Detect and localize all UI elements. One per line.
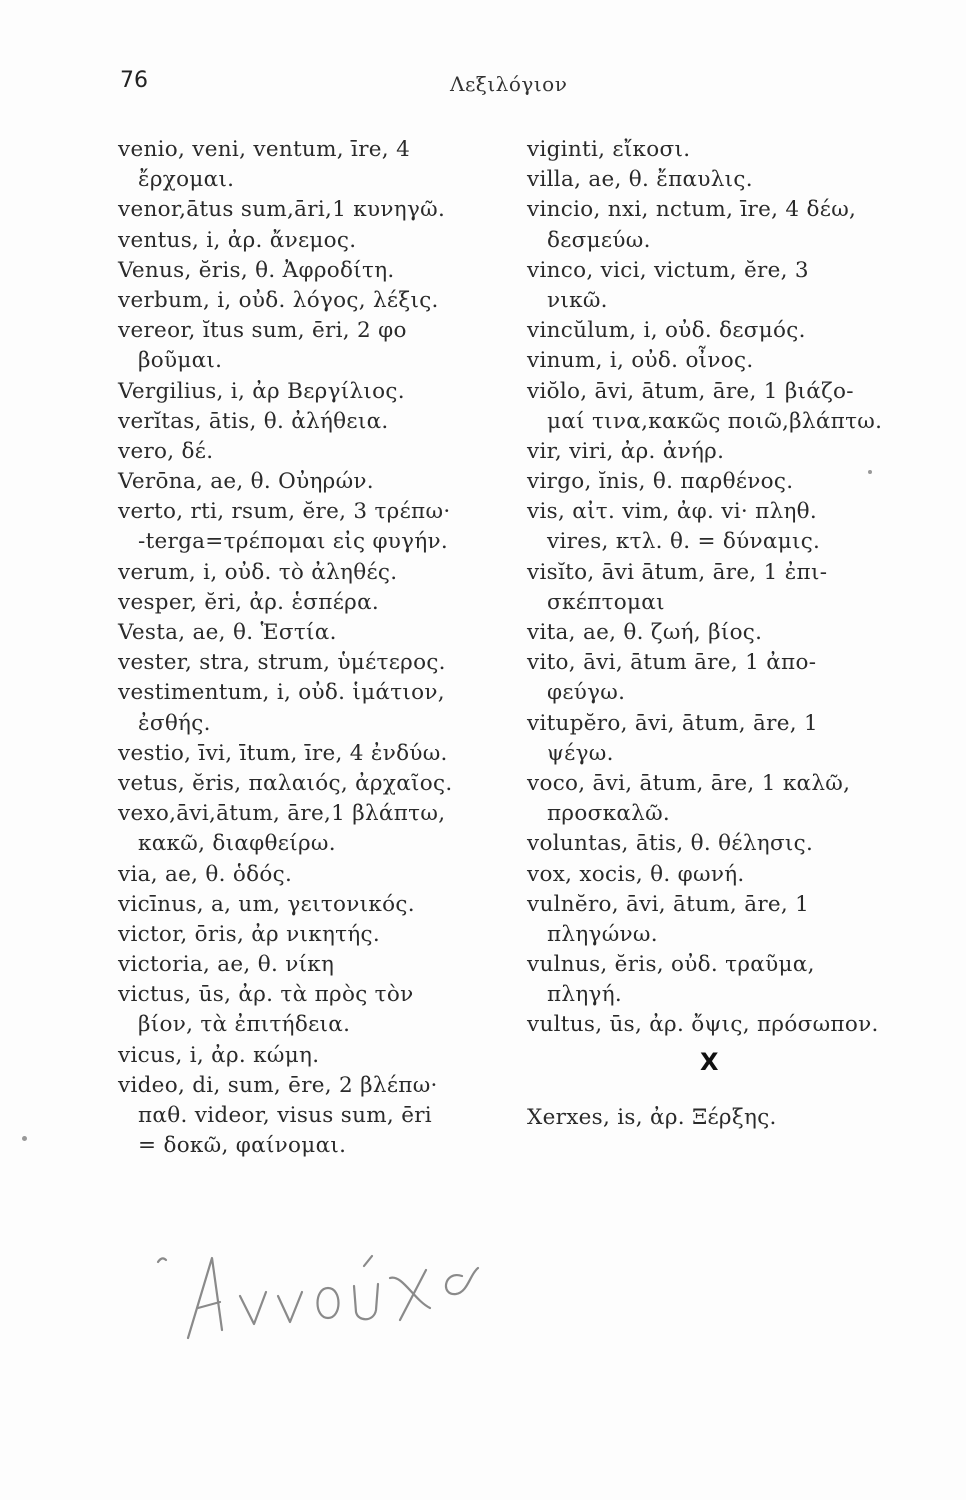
dictionary-line: Venus, ĕris, θ. Ἀφροδίτη. [118, 257, 395, 283]
dictionary-line: vir, viri, ἀρ. ἀνήρ. [527, 438, 725, 464]
dictionary-line: via, ae, θ. ὁδός. [118, 861, 293, 887]
dictionary-line: vincio, nxi, nctum, īre, 4 δέω, [527, 197, 857, 223]
dictionary-line: vero, δέ. [118, 438, 214, 464]
dictionary-line: vinco, vici, victum, ĕre, 3 [527, 257, 809, 283]
dictionary-line: vestio, īvi, ītum, īre, 4 ἐνδύω. [118, 740, 448, 766]
dictionary-line: verum, i, οὐδ. τὸ ἀληθές. [118, 559, 398, 585]
dictionary-line: ἐσθής. [138, 710, 211, 736]
dictionary-line: vexo,āvi,ātum, āre,1 βλάπτω, [118, 801, 446, 827]
dictionary-line: νικῶ. [547, 287, 608, 313]
dictionary-line: vester, stra, strum, ὑμέτερος. [118, 650, 446, 676]
dictionary-line: Verōna, ae, θ. Οὐηρών. [118, 469, 374, 495]
dictionary-line: ventus, i, ἀρ. ἄνεμος. [118, 227, 357, 253]
dictionary-line: vesper, ĕri, ἀρ. ἑσπέρα. [118, 589, 380, 615]
dictionary-line: παθ. videor, visus sum, ēri [138, 1103, 432, 1128]
dictionary-line: = δοκῶ, φαίνομαι. [138, 1133, 347, 1159]
section-letter: X [700, 1048, 719, 1076]
dictionary-line: voluntas, ātis, θ. θέλησις. [527, 831, 814, 857]
dictionary-line: ψέγω. [547, 740, 614, 766]
print-speck [868, 470, 872, 474]
dictionary-line: βοῦμαι. [138, 348, 223, 374]
left-column [118, 135, 503, 1161]
dictionary-line: vulnus, ĕris, οὐδ. τραῦμα, [527, 952, 815, 978]
handwritten-signature [150, 1230, 490, 1350]
dictionary-line: voco, āvi, ātum, āre, 1 καλῶ, [527, 770, 851, 796]
dictionary-line: villa, ae, θ. ἔπαυλις. [527, 167, 753, 193]
dictionary-line: vultus, ūs, ἀρ. ὄψις, πρόσωπον. [527, 1012, 879, 1038]
dictionary-line: vestimentum, i, οὐδ. ἱμάτιον, [118, 680, 445, 706]
page-number: 76 [120, 68, 148, 93]
dictionary-line: vita, ae, θ. ζωή, βίος. [527, 620, 763, 645]
dictionary-line: viŏlo, āvi, ātum, āre, 1 βιάζο- [527, 378, 854, 404]
dictionary-line: virgo, ĭnis, θ. παρθένος. [527, 469, 794, 495]
dictionary-line: vires, κτλ. θ. = δύναμις. [547, 529, 821, 555]
dictionary-line: victus, ūs, ἀρ. τὰ πρὸς τὸν [118, 982, 414, 1008]
dictionary-line: victor, ōris, ἀρ νικητής. [118, 921, 380, 947]
dictionary-line: viginti, εἴκοσι. [527, 137, 691, 162]
dictionary-line: video, di, sum, ēre, 2 βλέπω· [118, 1072, 438, 1098]
dictionary-line: vito, āvi, ātum āre, 1 ἀπο- [527, 650, 817, 676]
dictionary-line: φεύγω. [547, 680, 626, 706]
right-column [527, 135, 922, 1041]
dictionary-entry-xerxes: Xerxes, is, ἀρ. Ξέρξης. [527, 1105, 777, 1130]
dictionary-line: -terga=τρέπομαι εἰς φυγήν. [138, 529, 449, 555]
dictionary-line: vereor, ĭtus sum, ēri, 2 φο [118, 318, 407, 344]
dictionary-line: vincŭlum, i, οὐδ. δεσμός. [527, 318, 806, 344]
dictionary-line: ἔρχομαι. [138, 167, 235, 193]
dictionary-line: Vesta, ae, θ. Ἑστία. [118, 620, 337, 645]
dictionary-line: venio, veni, ventum, īre, 4 [118, 137, 411, 162]
dictionary-line: verbum, i, οὐδ. λόγος, λέξις. [118, 287, 439, 313]
dictionary-line: vitupĕro, āvi, ātum, āre, 1 [527, 710, 819, 736]
dictionary-line: vulnĕro, āvi, ātum, āre, 1 [527, 891, 810, 917]
dictionary-line: vicus, i, ἀρ. κώμη. [118, 1042, 320, 1068]
dictionary-line: verĭtas, ātis, θ. ἀλήθεια. [118, 408, 389, 434]
dictionary-line: δεσμεύω. [547, 227, 651, 253]
print-speck [22, 1136, 27, 1141]
dictionary-line: vetus, ĕris, παλαιός, ἀρχαῖος. [118, 770, 453, 796]
dictionary-line: visĭto, āvi ātum, āre, 1 ἐπι- [527, 559, 828, 585]
dictionary-line: βίον, τὰ ἐπιτήδεια. [138, 1012, 351, 1038]
dictionary-line: vinum, i, οὐδ. οἶνος. [527, 348, 754, 374]
dictionary-line: πληγή. [547, 982, 623, 1008]
dictionary-line: μαί τινα,κακῶς ποιῶ,βλάπτω. [547, 408, 883, 434]
dictionary-line: vox, xocis, θ. φωνή. [527, 861, 745, 887]
dictionary-line: σκέπτομαι [547, 589, 665, 615]
dictionary-line: venor,ātus sum,āri,1 κυνηγῶ. [118, 197, 446, 223]
dictionary-line: προσκαλῶ. [547, 801, 671, 827]
dictionary-line: Vergilius, i, ἀρ Βεργίλιος. [118, 378, 405, 404]
dictionary-line: κακῶ, διαφθείρω. [138, 831, 336, 857]
dictionary-line: vis, αἰτ. vim, ἀφ. vi· πληθ. [527, 499, 818, 525]
dictionary-line: vicīnus, a, um, γειτονικός. [118, 891, 415, 917]
running-head: Λεξιλόγιον [450, 72, 568, 96]
dictionary-line: verto, rti, rsum, ĕre, 3 τρέπω· [118, 499, 451, 525]
dictionary-line: victoria, ae, θ. νίκη [118, 952, 335, 978]
dictionary-line: πληγώνω. [547, 921, 658, 947]
